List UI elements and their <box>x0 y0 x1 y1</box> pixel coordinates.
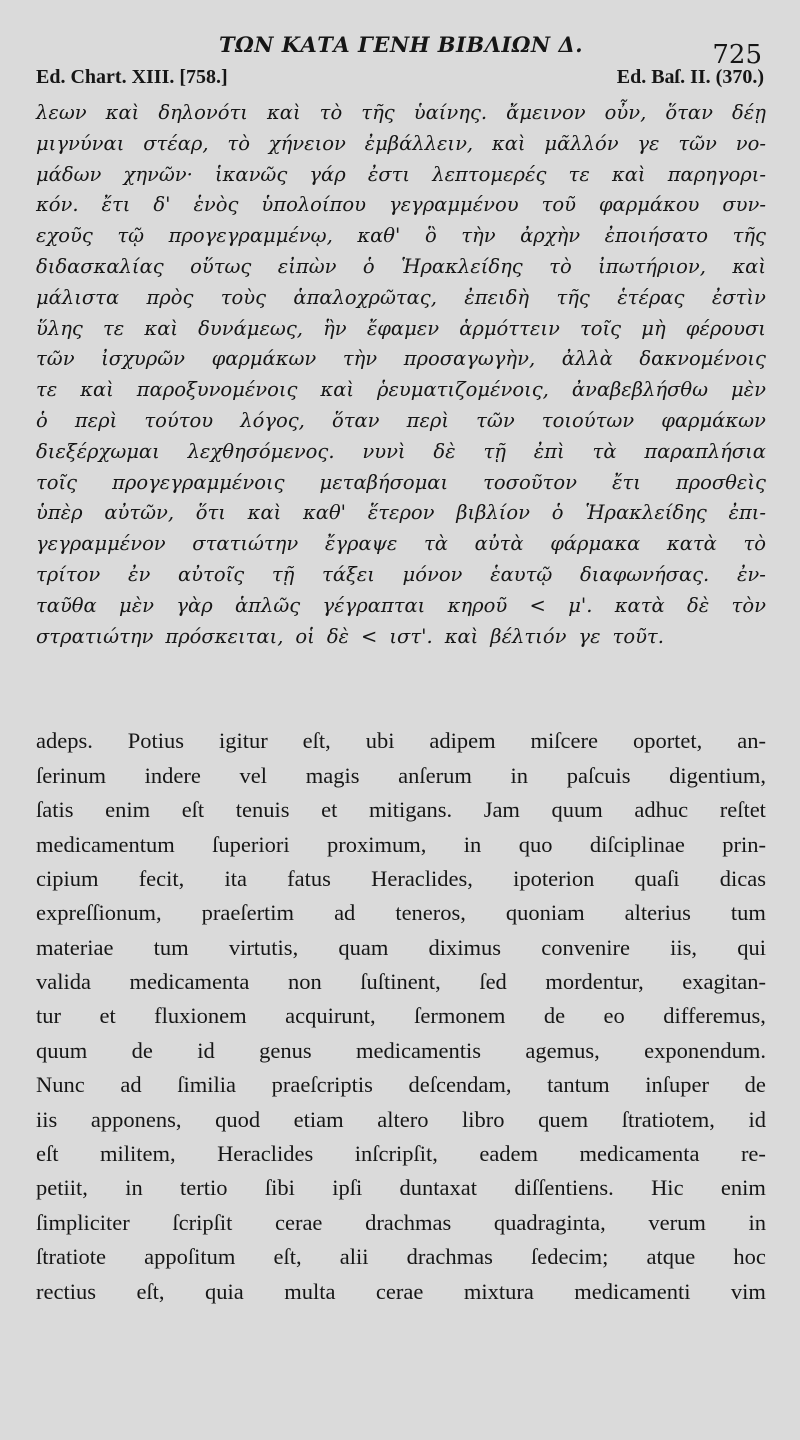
greek-text-line: λεων καὶ δηλονότι καὶ τὸ τῆς ὑαίνης. ἄμεινον οὖν, ὅταν δέῃ <box>36 101 766 124</box>
latin-text-line: tur et fluxionem acquirunt, ſermonem de eo differemus, <box>36 1003 766 1029</box>
greek-text-line: γεγραμμένον στατιώτην ἔγραψε τὰ αὐτὰ φάρμακα κατὰ τὸ <box>36 532 766 556</box>
greek-text-line: μάδων χηνῶν· ἱκανῶς γάρ ἐστι λεπτομερές τε καὶ παρηγορι- <box>36 162 766 186</box>
running-head <box>36 26 766 70</box>
greek-text-line: διδασκαλίας οὕτως εἰπὼν ὁ Ἡρακλείδης τὸ ἰπωτήριον, καὶ <box>36 254 766 278</box>
latin-text-line: ſtratiote appoſitum eſt, alii drachmas ſedecim; atque hoc <box>36 1244 766 1270</box>
section-gap <box>36 652 766 724</box>
greek-text-line: ὑπὲρ αὐτῶν, ὅτι καὶ καθ' ἕτερον βιβλίον ὁ Ἡρακλείδης ἐπι- <box>36 501 766 525</box>
greek-text-line: κόν. ἔτι δ' ἑνὸς ὑπολοίπου γεγραμμένου τοῦ φαρμάκου συν- <box>36 193 766 217</box>
greek-text-line: τε καὶ παροξυνομένοις καὶ ῥευματιζομένοις, ἀναβεβλήσθω μὲν <box>36 378 766 402</box>
latin-text-line: Nunc ad ſimilia praeſcriptis deſcendam, tantum inſuper de <box>36 1072 766 1098</box>
greek-text-line: μιγνύναι στέαρ, τὸ χήνειον ἐμβάλλειν, καὶ μᾶλλόν γε τῶν νο- <box>36 131 766 155</box>
latin-text-line: eſt militem, Heraclides inſcripſit, eadem medicamenta re- <box>36 1141 766 1167</box>
latin-text-line: rectius eſt, quia multa cerae mixtura medicamenti vim <box>36 1278 766 1304</box>
latin-text-line: petiit, in tertio ſibi ipſi duntaxat diſſentiens. Hic enim <box>36 1175 766 1201</box>
latin-text-line: expreſſionum, praeſertim ad teneros, quoniam alterius tum <box>36 900 766 926</box>
greek-text-line: εχοῦς τῷ προγεγραμμένῳ, καθ' ὃ τὴν ἀρχὴν ἐποιήσατο τῆς <box>36 224 766 248</box>
edition-references <box>36 66 766 96</box>
greek-text-line: ὁ περὶ τούτου λόγος, ὅταν περὶ τῶν τοιούτων φαρμάκων <box>36 408 766 432</box>
latin-text-line: adeps. Potius igitur eſt, ubi adipem miſcere oportet, an- <box>36 728 766 754</box>
greek-text-line: ταῦθα μὲν γὰρ ἁπλῶς γέγραπται κηροῦ < μ'. κατὰ δὲ τὸν <box>36 593 766 617</box>
latin-text-line: valida medicamenta non ſuſtinent, ſed mordentur, exagitan- <box>36 969 766 995</box>
greek-text-line: διεξέρχωμαι λεχθησόμενος. νυνὶ δὲ τῇ ἐπὶ τὰ παραπλήσια <box>36 439 766 463</box>
greek-text-line: τοῖς προγεγραμμένοις μεταβήσομαι τοσοῦτον ἔτι προσθεὶς <box>36 470 766 494</box>
latin-text-line: ſerinum indere vel magis anſerum in paſcuis digentium, <box>36 762 766 788</box>
edition-basel: Ed. Baſ. II. (370.) <box>616 66 764 88</box>
greek-text-line: στρατιώτην πρόσκειται, οἱ δὲ < ιστ'. καὶ βέλτιόν γε τοῦτ. <box>36 624 664 648</box>
greek-text-line: τῶν ἰσχυρῶν φαρμάκων τὴν προσαγωγὴν, ἀλλὰ δακνομένοις <box>36 347 766 371</box>
latin-text-line: ſimpliciter ſcripſit cerae drachmas quadraginta, verum in <box>36 1209 766 1235</box>
greek-text-line: μάλιστα πρὸς τοὺς ἁπαλοχρῶτας, ἐπειδὴ τῆς ἑτέρας ἐστὶν <box>36 285 766 309</box>
latin-text-line: materiae tum virtutis, quam diximus convenire iis, qui <box>36 934 766 960</box>
latin-text-line: medicamentum ſuperiori proximum, in quo diſciplinae prin- <box>36 831 766 857</box>
latin-text-line: iis apponens, quod etiam altero libro quem ſtratiotem, id <box>36 1106 766 1132</box>
greek-text-block <box>36 98 766 652</box>
latin-text-block <box>36 724 766 1309</box>
latin-text-line: quum de id genus medicamentis agemus, exponendum. <box>36 1037 766 1063</box>
greek-text-line: ὕλης τε καὶ δυνάμεως, ἣν ἔφαμεν ἁρμόττειν τοῖς μὴ φέρουσι <box>36 316 766 340</box>
running-title: ΤΩΝ ΚΑΤΑ ΓΕΝΗ ΒΙΒΛΙΩΝ Δ. <box>218 32 584 57</box>
greek-text-line: τρίτον ἐν αὐτοῖς τῇ τάξει μόνον ἑαυτῷ διαφωνήσας. ἐν- <box>36 562 766 586</box>
edition-chartier: Ed. Chart. XIII. [758.] <box>36 66 228 88</box>
page-number: 725 <box>712 40 762 70</box>
latin-text-line: cipium fecit, ita fatus Heraclides, ipoterion quaſi dicas <box>36 865 766 891</box>
latin-text-line: ſatis enim eſt tenuis et mitigans. Jam quum adhuc reſtet <box>36 797 766 823</box>
